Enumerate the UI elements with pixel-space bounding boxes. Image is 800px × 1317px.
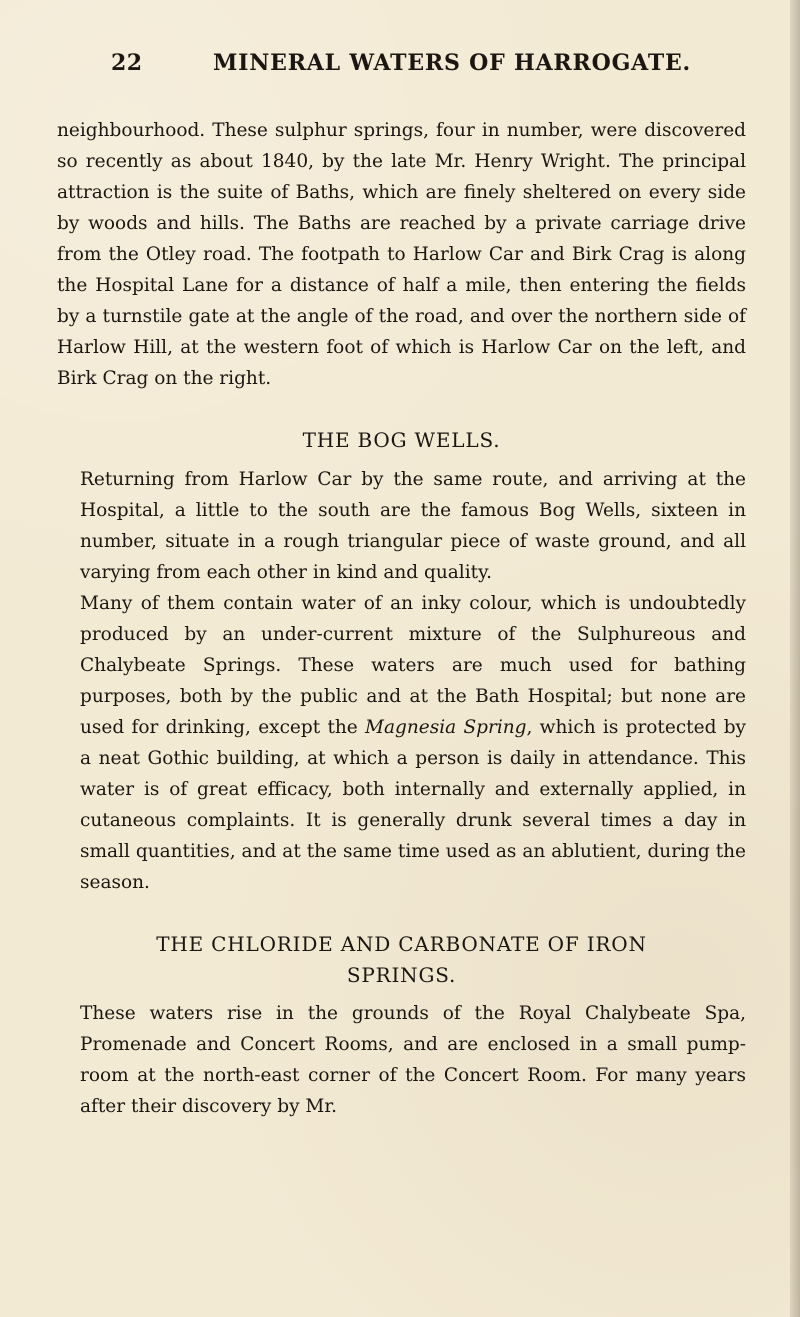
page-number: 22 xyxy=(111,50,143,76)
bog-wells-heading: THE BOG WELLS. xyxy=(302,428,501,452)
bog-wells-paragraph-1: Returning from Harlow Car by the same route, and arriving at the Hospital, a little to the south are the famous Bog Wells, sixteen in number, situate in a rough triangular piece of waste ground, and all varying from each other in kind and quality. xyxy=(80,469,746,583)
iron-springs-heading-line-2: SPRINGS. xyxy=(346,963,457,987)
bog-wells-paragraph-2-start: Many of them contain water of an inky colour, which is undoubtedly produced by an under-current mixture of the Sulphureous and Chalybeate Springs. These waters are much used for bathing purposes, both by the public and at the Bath Hospital; but none are used for drinking, except the xyxy=(80,593,746,738)
bog-wells-paragraph-2-end: , which is protected by a neat Gothic building, at which a person is daily in attendance. This water is of great efficacy, both internally and externally applied, in cutaneous complaints. It is generally drunk several times a day in small quantities, and at the same time used as an ablutient, during the season. xyxy=(80,717,746,893)
intro-paragraph: neighbourhood. These sulphur springs, four in number, were discovered so recently as about 1840, by the late Mr. Henry Wright. The principal attraction is the suite of Baths, which are finely sheltered on every side by woods and hills. The Baths are reached by a private carriage drive from the Otley road. The footpath to Harlow Car and Birk Crag is along the Hospital Lane for a distance of half a mile, then entering the fields by a turnstile gate at the angle of the road, and over the northern side of Harlow Hill, at the western foot of which is Harlow Car on the left, and Birk Crag on the right. xyxy=(57,120,746,389)
iron-springs-heading-line-1: THE CHLORIDE AND CARBONATE OF IRON xyxy=(156,932,647,956)
page-content xyxy=(57,115,746,1122)
page-edge-shadow xyxy=(790,0,800,1317)
running-title: MINERAL WATERS OF HARROGATE. xyxy=(213,50,692,76)
iron-springs-paragraph-1: These waters rise in the grounds of the Royal Chalybeate Spa, Promenade and Concert Rooms, and are enclosed in a small pump-room at the north-east corner of the Concert Room. For many years after their discovery by Mr. xyxy=(80,1003,746,1117)
bog-wells-paragraph-2 xyxy=(57,588,746,898)
magnesia-spring-italic: Magnesia Spring xyxy=(365,717,527,738)
page-header xyxy=(111,50,701,86)
